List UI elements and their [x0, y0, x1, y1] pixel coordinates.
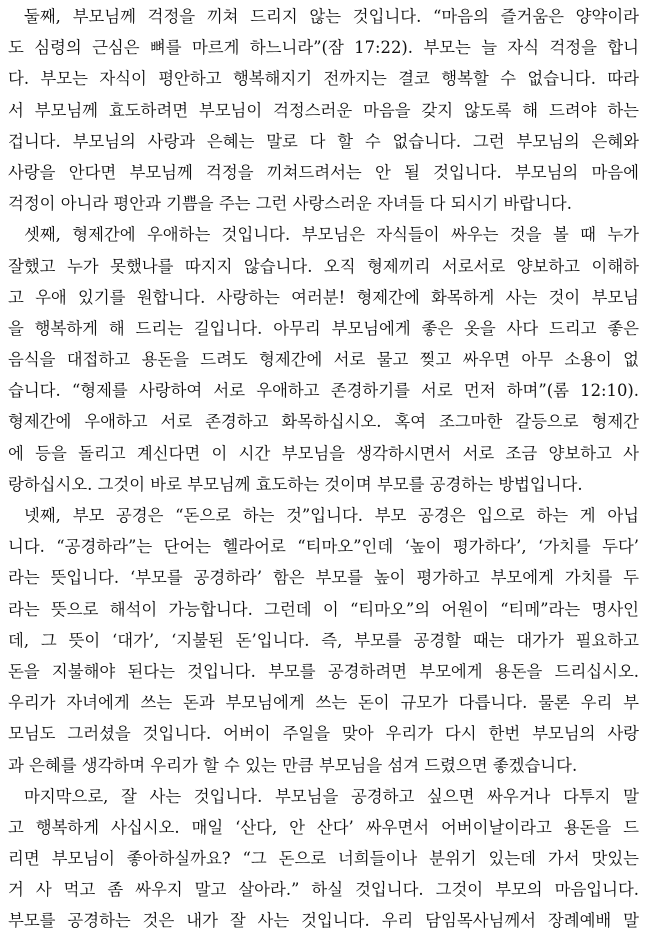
text-line: 모님도 그러셨을 것입니다. 어버이 주일을 맞아 우리가 다시 한번 부모님의 사랑: [8, 724, 639, 744]
text-line: 에 등을 돌리고 계신다면 이 시간 부모님을 생각하시면서 서로 조금 양보하고 사: [8, 443, 639, 463]
text-line: 라는 뜻입니다. ‘부모를 공경하라’ 함은 부모를 높이 평가하고 부모에게 가치를 두: [8, 568, 639, 588]
text-line: 니다. “공경하라”는 단어는 헬라어로 “티마오”인데 ‘높이 평가하다’, ‘가치를 두다’: [8, 537, 639, 557]
text-line: 형제간에 우애하고 서로 존경하고 화목하십시오. 혹여 조그마한 갈등으로 형제간: [8, 412, 639, 432]
text-line: 돈을 지불해야 된다는 것입니다. 부모를 공경하려면 부모에게 용돈을 드리십시오.: [8, 661, 639, 681]
text-line: 습니다. “형제를 사랑하여 서로 우애하고 존경하기를 서로 먼저 하며”(롬 12:10).: [8, 381, 639, 401]
text-line: 라는 뜻으로 해석이 가능합니다. 그런데 이 “티마오”의 어원이 “티메”라는 명사인: [8, 599, 639, 619]
text-line: 잘했고 누가 못했나를 따지지 않습니다. 오직 형제끼리 서로서로 양보하고 이해하: [8, 256, 639, 276]
text-line: 사랑을 안다면 부모님께 걱정을 끼쳐드려서는 안 될 것입니다. 부모님의 마음에: [8, 162, 639, 182]
paragraph-third-point: [8, 219, 639, 500]
text-line: 부모를 공경하는 것은 내가 잘 사는 것입니다. 우리 담임목사님께서 장례예배 말: [8, 911, 639, 931]
text-line: 과 은혜를 생각하며 우리가 할 수 있는 만큼 부모님을 섬겨 드렸으면 좋겠습니다.: [8, 755, 578, 775]
text-line: 고 우애 있기를 원합니다. 사랑하는 여러분! 형제간에 화목하게 사는 것이 부모님: [8, 287, 639, 307]
text-line: 도 심령의 근심은 뼈를 마르게 하느니라”(잠 17:22). 부모는 늘 자식 걱정을 합니: [8, 38, 639, 58]
text-line: 걱정이 아니라 평안과 기쁨을 주는 그런 사랑스러운 자녀들 다 되시기 바랍니다.: [8, 194, 572, 214]
text-line: 고 행복하게 사십시오. 매일 ‘산다, 안 산다’ 싸우면서 어버이날이라고 용돈을 드: [8, 817, 639, 837]
text-line: 서 부모님께 효도하려면 부모님이 걱정스러운 마음을 갖지 않도록 해 드려야 하는: [8, 100, 639, 120]
text-line: 음식을 대접하고 용돈을 드려도 형제간에 서로 물고 찢고 싸우면 아무 소용이 없: [8, 350, 639, 370]
text-line: 랑하십시오. 그것이 바로 부모님께 효도하는 것이며 부모를 공경하는 방법입니다.: [8, 474, 583, 494]
text-line: 데, 그 뜻이 ‘대가’, ‘지불된 돈’입니다. 즉, 부모를 공경할 때는 대가가 필요하고: [8, 630, 639, 650]
text-line: 거 사 먹고 좀 싸우지 말고 살아라.” 하실 것입니다. 그것이 부모의 마음입니다.: [8, 880, 639, 900]
text-line: 다. 부모는 자식이 평안하고 행복해지기 전까지는 결코 행복할 수 없습니다. 따라: [8, 69, 639, 89]
text-line: 을 행복하게 해 드리는 길입니다. 아무리 부모님에게 좋은 옷을 사다 드리고 좋은: [8, 318, 639, 338]
text-line: 리면 부모님이 좋아하실까요? “그 돈으로 너희들이나 분위기 있는데 가서 맛있는: [8, 849, 639, 869]
text-line: 마지막으로, 잘 사는 것입니다. 부모님을 공경하고 싶으면 싸우거나 다투지 말: [24, 786, 639, 806]
paragraph-last-point: [8, 781, 639, 937]
paragraph-fourth-point: [8, 500, 639, 781]
text-line: 둘째, 부모님께 걱정을 끼쳐 드리지 않는 것입니다. “마음의 즐거움은 양약이라: [24, 7, 639, 26]
text-line: 넷째, 부모 공경은 “돈으로 하는 것”입니다. 부모 공경은 입으로 하는 게 아닙: [24, 506, 639, 525]
paragraph-second-point: [8, 1, 639, 219]
text-line: 우리가 자녀에게 쓰는 돈과 부모님에게 쓰는 돈이 규모가 다릅니다. 물론 우리 부: [8, 693, 639, 713]
text-line: 셋째, 형제간에 우애하는 것입니다. 부모님은 자식들이 싸우는 것을 볼 때 누가: [24, 225, 639, 245]
text-line: 겁니다. 부모님의 사랑과 은혜는 말로 다 할 수 없습니다. 그런 부모님의 은혜와: [8, 131, 639, 151]
